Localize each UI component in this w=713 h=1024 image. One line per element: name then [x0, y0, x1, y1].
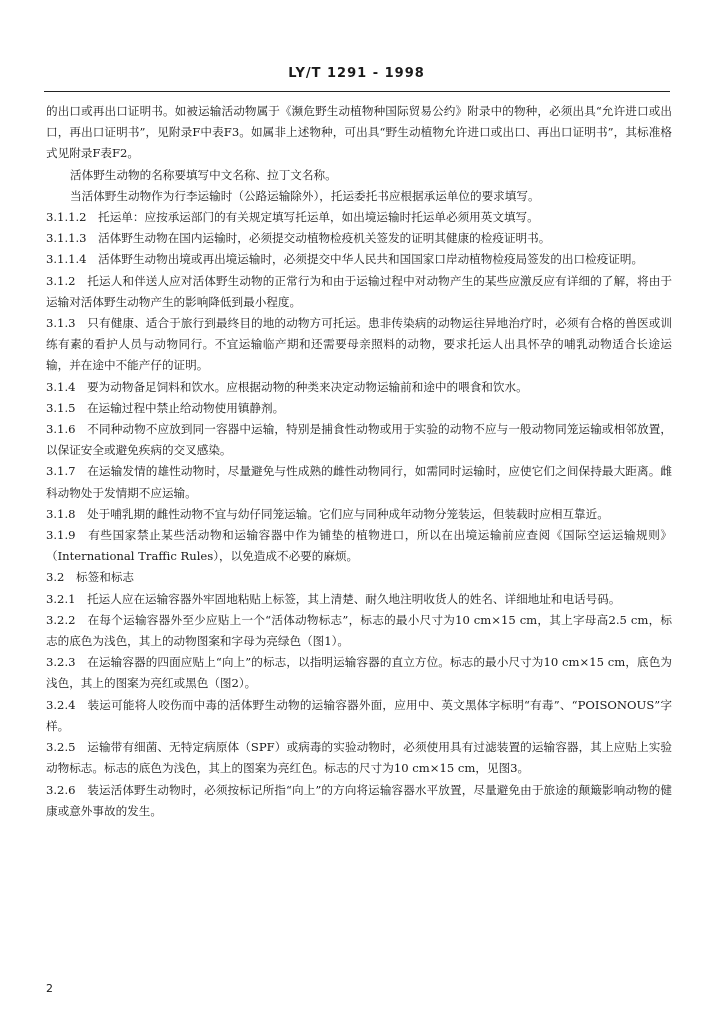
header-rule: [44, 91, 670, 92]
clause-3-1-1-2: 3.1.1.2 托运单：应按承运部门的有关规定填写托运单，如出境运输时托运单必须用英文填写。: [46, 210, 539, 225]
paragraph-name-requirement: 活体野生动物的名称要填写中文名称、拉丁文名称。: [70, 167, 337, 182]
clause-3-1-3: 3.1.3 只有健康、适合于旅行到最终目的地的动物方可托运。患非传染病的动物运往异地治疗时，必须有合格的兽医或训练有素的看护人员与动物同行。不宜运输临产期和还需要母亲照料的动物，要求托运人出具怀孕的哺乳动物适合长途运输，并在途中不能产仔的证明。: [46, 316, 672, 373]
clause-3-1-7: 3.1.7 在运输发情的雄性动物时，尽量避免与性成熟的雌性动物同行，如需同时运输时，应使它们之间保持最大距离。雌科动物处于发情期不应运输。: [46, 464, 672, 500]
clause-3-2-3: 3.2.3 在运输容器的四面应贴上“向上”的标志，以指明运输容器的直立方位。标志的最小尺寸为10 cm×15 cm，底色为浅色，其上的图案为亮红或黑色（图2）。: [46, 655, 672, 691]
paragraph-continuation: 的出口或再出口证明书。如被运输活动物属于《濒危野生动植物种国际贸易公约》附录中的物种，必须出具“允许进口或出口，再出口证明书”，见附录F中表F3。如属非上述物种，可出具“野生动植物允许进口或出口、再出口证明书”，其标准格式见附录F表F2。: [46, 104, 672, 161]
standard-code-header: LY/T 1291 - 1998: [288, 66, 425, 81]
paragraph-luggage-transport: 当活体野生动物作为行李运输时（公路运输除外），托运委托书应根据承运单位的要求填写。: [70, 188, 540, 203]
clause-3-2-1: 3.2.1 托运人应在运输容器外牢固地粘贴上标签，其上清楚、耐久地注明收货人的姓名、详细地址和电话号码。: [46, 591, 621, 606]
clause-3-1-5: 3.1.5 在运输过程中禁止给动物使用镇静剂。: [46, 400, 285, 415]
clause-3-1-8: 3.1.8 处于哺乳期的雌性动物不宜与幼仔同笼运输。它们应与同种成年动物分笼装运，但装载时应相互靠近。: [46, 506, 609, 521]
clause-3-1-1-4: 3.1.1.4 活体野生动物出境或再出境运输时，必须提交中华人民共和国国家口岸动植物检疫局签发的出口检疫证明。: [46, 252, 644, 267]
clause-3-2-2: 3.2.2 在每个运输容器外至少应贴上一个“活体动物标志”，标志的最小尺寸为10 cm×15 cm，其上字母高2.5 cm，标志的底色为浅色，其上的动物图案和字母为亮绿色（图1）。: [46, 612, 672, 649]
clause-3-1-6: 3.1.6 不同种动物不应放到同一容器中运输，特别是捕食性动物或用于实验的动物不应与一般动物同笼运输或相邻放置，以保证安全或避免疾病的交叉感染。: [46, 422, 672, 458]
clause-3-2-4: 3.2.4 装运可能将人咬伤而中毒的活体野生动物的运输容器外面，应用中、英文黑体字标明“有毒”、“POISONOUS”字样。: [46, 697, 672, 733]
page-number: 2: [46, 982, 53, 995]
document-body: [46, 101, 672, 822]
clause-3-1-4: 3.1.4 要为动物备足饲料和饮水。应根据动物的种类来决定动物运输前和途中的喂食和饮水。: [46, 379, 528, 394]
clause-3-1-9: 3.1.9 有些国家禁止某些活动物和运输容器中作为铺垫的植物进口，所以在出境运输前应查阅《国际空运运输规则》（International Traffic Rules），以免造成不必要的麻烦。: [46, 528, 672, 564]
clause-3-2-6: 3.2.6 装运活体野生动物时，必须按标记所指“向上”的方向将运输容器水平放置，尽量避免由于旅途的颠簸影响动物的健康或意外事故的发生。: [46, 782, 672, 818]
section-3-2-heading: 3.2 标签和标志: [46, 570, 135, 585]
clause-3-2-5: 3.2.5 运输带有细菌、无特定病原体（SPF）或病毒的实验动物时，必须使用具有过滤装置的运输容器，其上应贴上实验动物标志。标志的底色为浅色，其上的图案为亮红色。标志的尺寸为10 cm×15 cm，见图3。: [46, 740, 672, 776]
clause-3-1-2: 3.1.2 托运人和伴送人应对活体野生动物的正常行为和由于运输过程中对动物产生的某些应激反应有详细的了解，将由于运输对活体野生动物产生的影响降低到最小程度。: [46, 273, 672, 309]
clause-3-1-1-3: 3.1.1.3 活体野生动物在国内运输时，必须提交动植物检疫机关签发的证明其健康的检疫证明书。: [46, 231, 551, 246]
